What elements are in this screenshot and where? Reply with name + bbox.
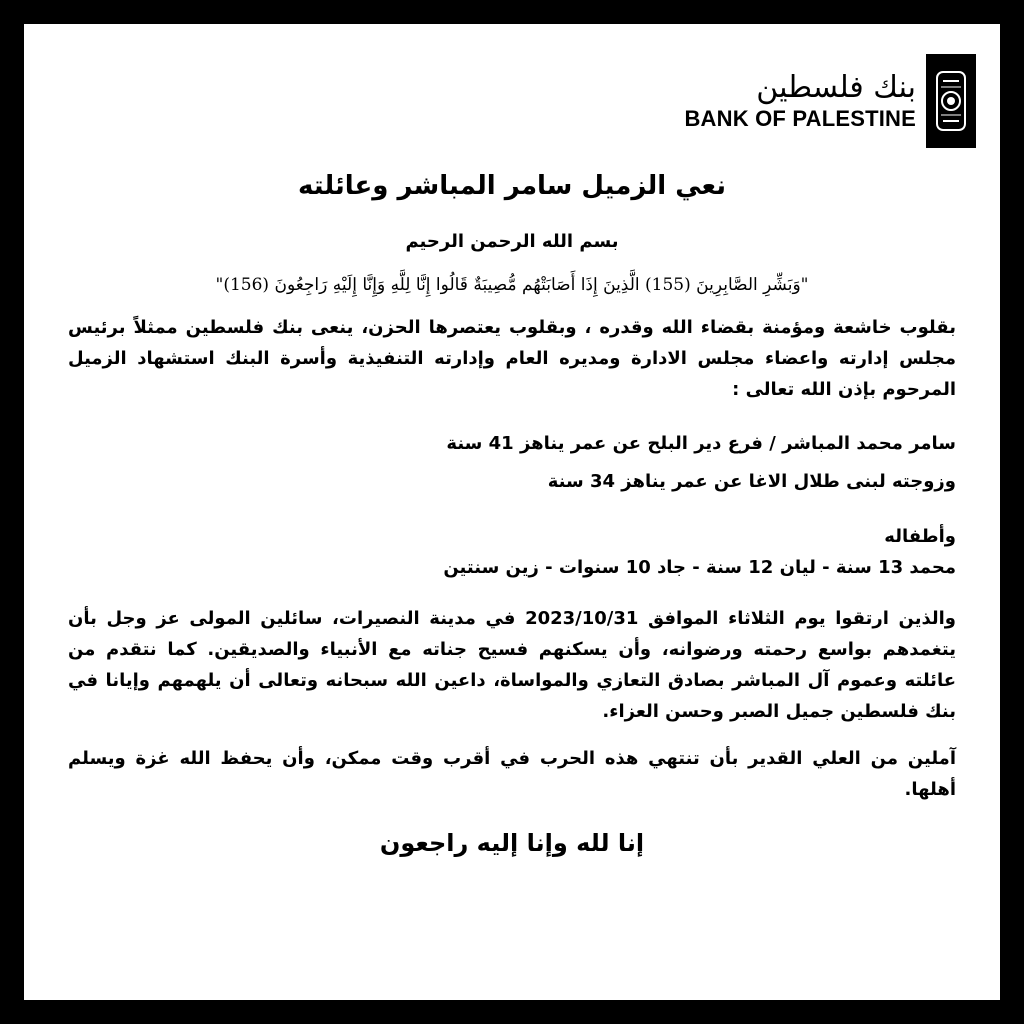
logo-english-name: BANK OF PALESTINE <box>684 106 916 131</box>
bank-logo <box>684 54 976 148</box>
bank-emblem-icon <box>926 54 976 148</box>
notice-title: نعي الزميل سامر المباشر وعائلته <box>298 171 726 201</box>
hope-paragraph: آملين من العلي القدير بأن تنتهي هذه الحرب في أقرب وقت ممكن، وأن يحفظ الله غزة ويسلم أهلها. <box>68 748 956 800</box>
intro-paragraph: بقلوب خاشعة ومؤمنة بقضاء الله وقدره ، وبقلوب يعتصرها الحزن، ينعى بنك فلسطين ممثلاً برئيس مجلس إدارته واعضاء مجلس الادارة ومديره العام وإدارته التنفيذية وأسرة البنك استشهاد الزميل المرحوم بإذن الله تعالى : <box>68 317 956 400</box>
logo-arabic-name: بنك فلسطين <box>756 70 916 105</box>
children-list: محمد 13 سنة - ليان 12 سنة - جاد 10 سنوات - زين سنتين <box>443 557 956 578</box>
notice-content <box>68 164 956 863</box>
deceased-section <box>68 425 956 501</box>
closing-phrase: إنا لله وإنا إليه راجعون <box>379 829 645 857</box>
deceased-name-line: سامر محمد المباشر / فرع دير البلح عن عمر يناهز 41 سنة <box>446 433 956 454</box>
spouse-name-line: وزوجته لبنى طلال الاغا عن عمر يناهز 34 سنة <box>547 471 956 492</box>
body-paragraph: والذين ارتقوا يوم الثلاثاء الموافق 2023/10/31 في مدينة النصيرات، سائلين المولى عز وجل بأن يتغمدهم بواسع رحمته ورضوانه، وأن يسكنهم فسيح جناته مع الأنبياء والصديقين. كما نتقدم من عائلته وعموم آل المباشر بصادق التعازي والمواساة، داعين الله سبحانه وتعالى أن يلهمهم وإيانا في بنك فلسطين جميل الصبر وحسن العزاء. <box>68 608 956 722</box>
children-section <box>68 521 956 583</box>
quran-verse: "وَبَشِّرِ الصَّابِرِينَ (155) الَّذِينَ إِذَا أَصَابَتْهُم مُّصِيبَةٌ قَالُوا إِنَّا لِلَّهِ وَإِنَّا إِلَيْهِ رَاجِعُونَ (156)" <box>215 275 809 295</box>
children-heading: وأطفاله <box>884 526 956 547</box>
notice-card <box>24 24 1000 1000</box>
basmala: بسم الله الرحمن الرحيم <box>405 231 619 252</box>
logo-text <box>684 70 916 132</box>
